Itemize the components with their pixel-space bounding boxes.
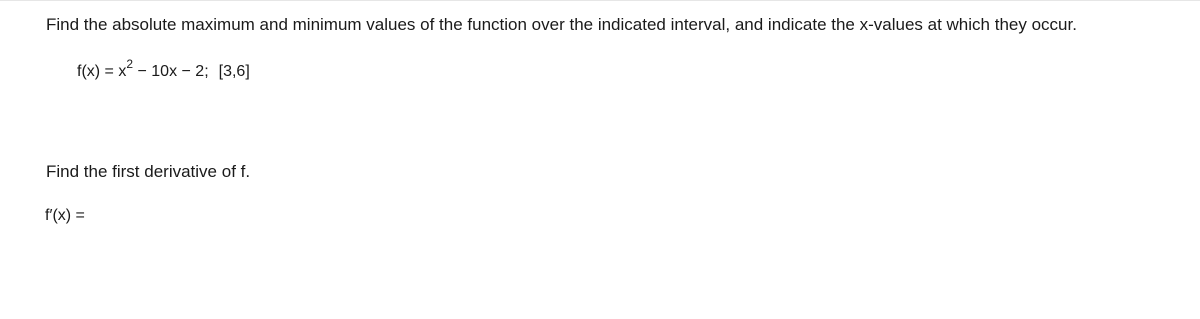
function-suffix: − 10x − 2; — [133, 63, 209, 80]
function-exponent: 2 — [126, 56, 134, 71]
answer-label: f′(x) = — [45, 207, 85, 224]
answer-row — [45, 206, 298, 226]
question-instruction: Find the absolute maximum and minimum values of the function over the indicated interval, and indicate the x-values at which they occur. — [46, 15, 1077, 34]
function-prefix: f(x) = x — [77, 63, 127, 80]
derivative-answer-input[interactable] — [91, 206, 298, 226]
step-prompt: Find the first derivative of f. — [46, 162, 251, 181]
function-expression — [77, 56, 250, 82]
top-divider — [0, 0, 1200, 1]
function-interval: [3,6] — [218, 63, 250, 80]
